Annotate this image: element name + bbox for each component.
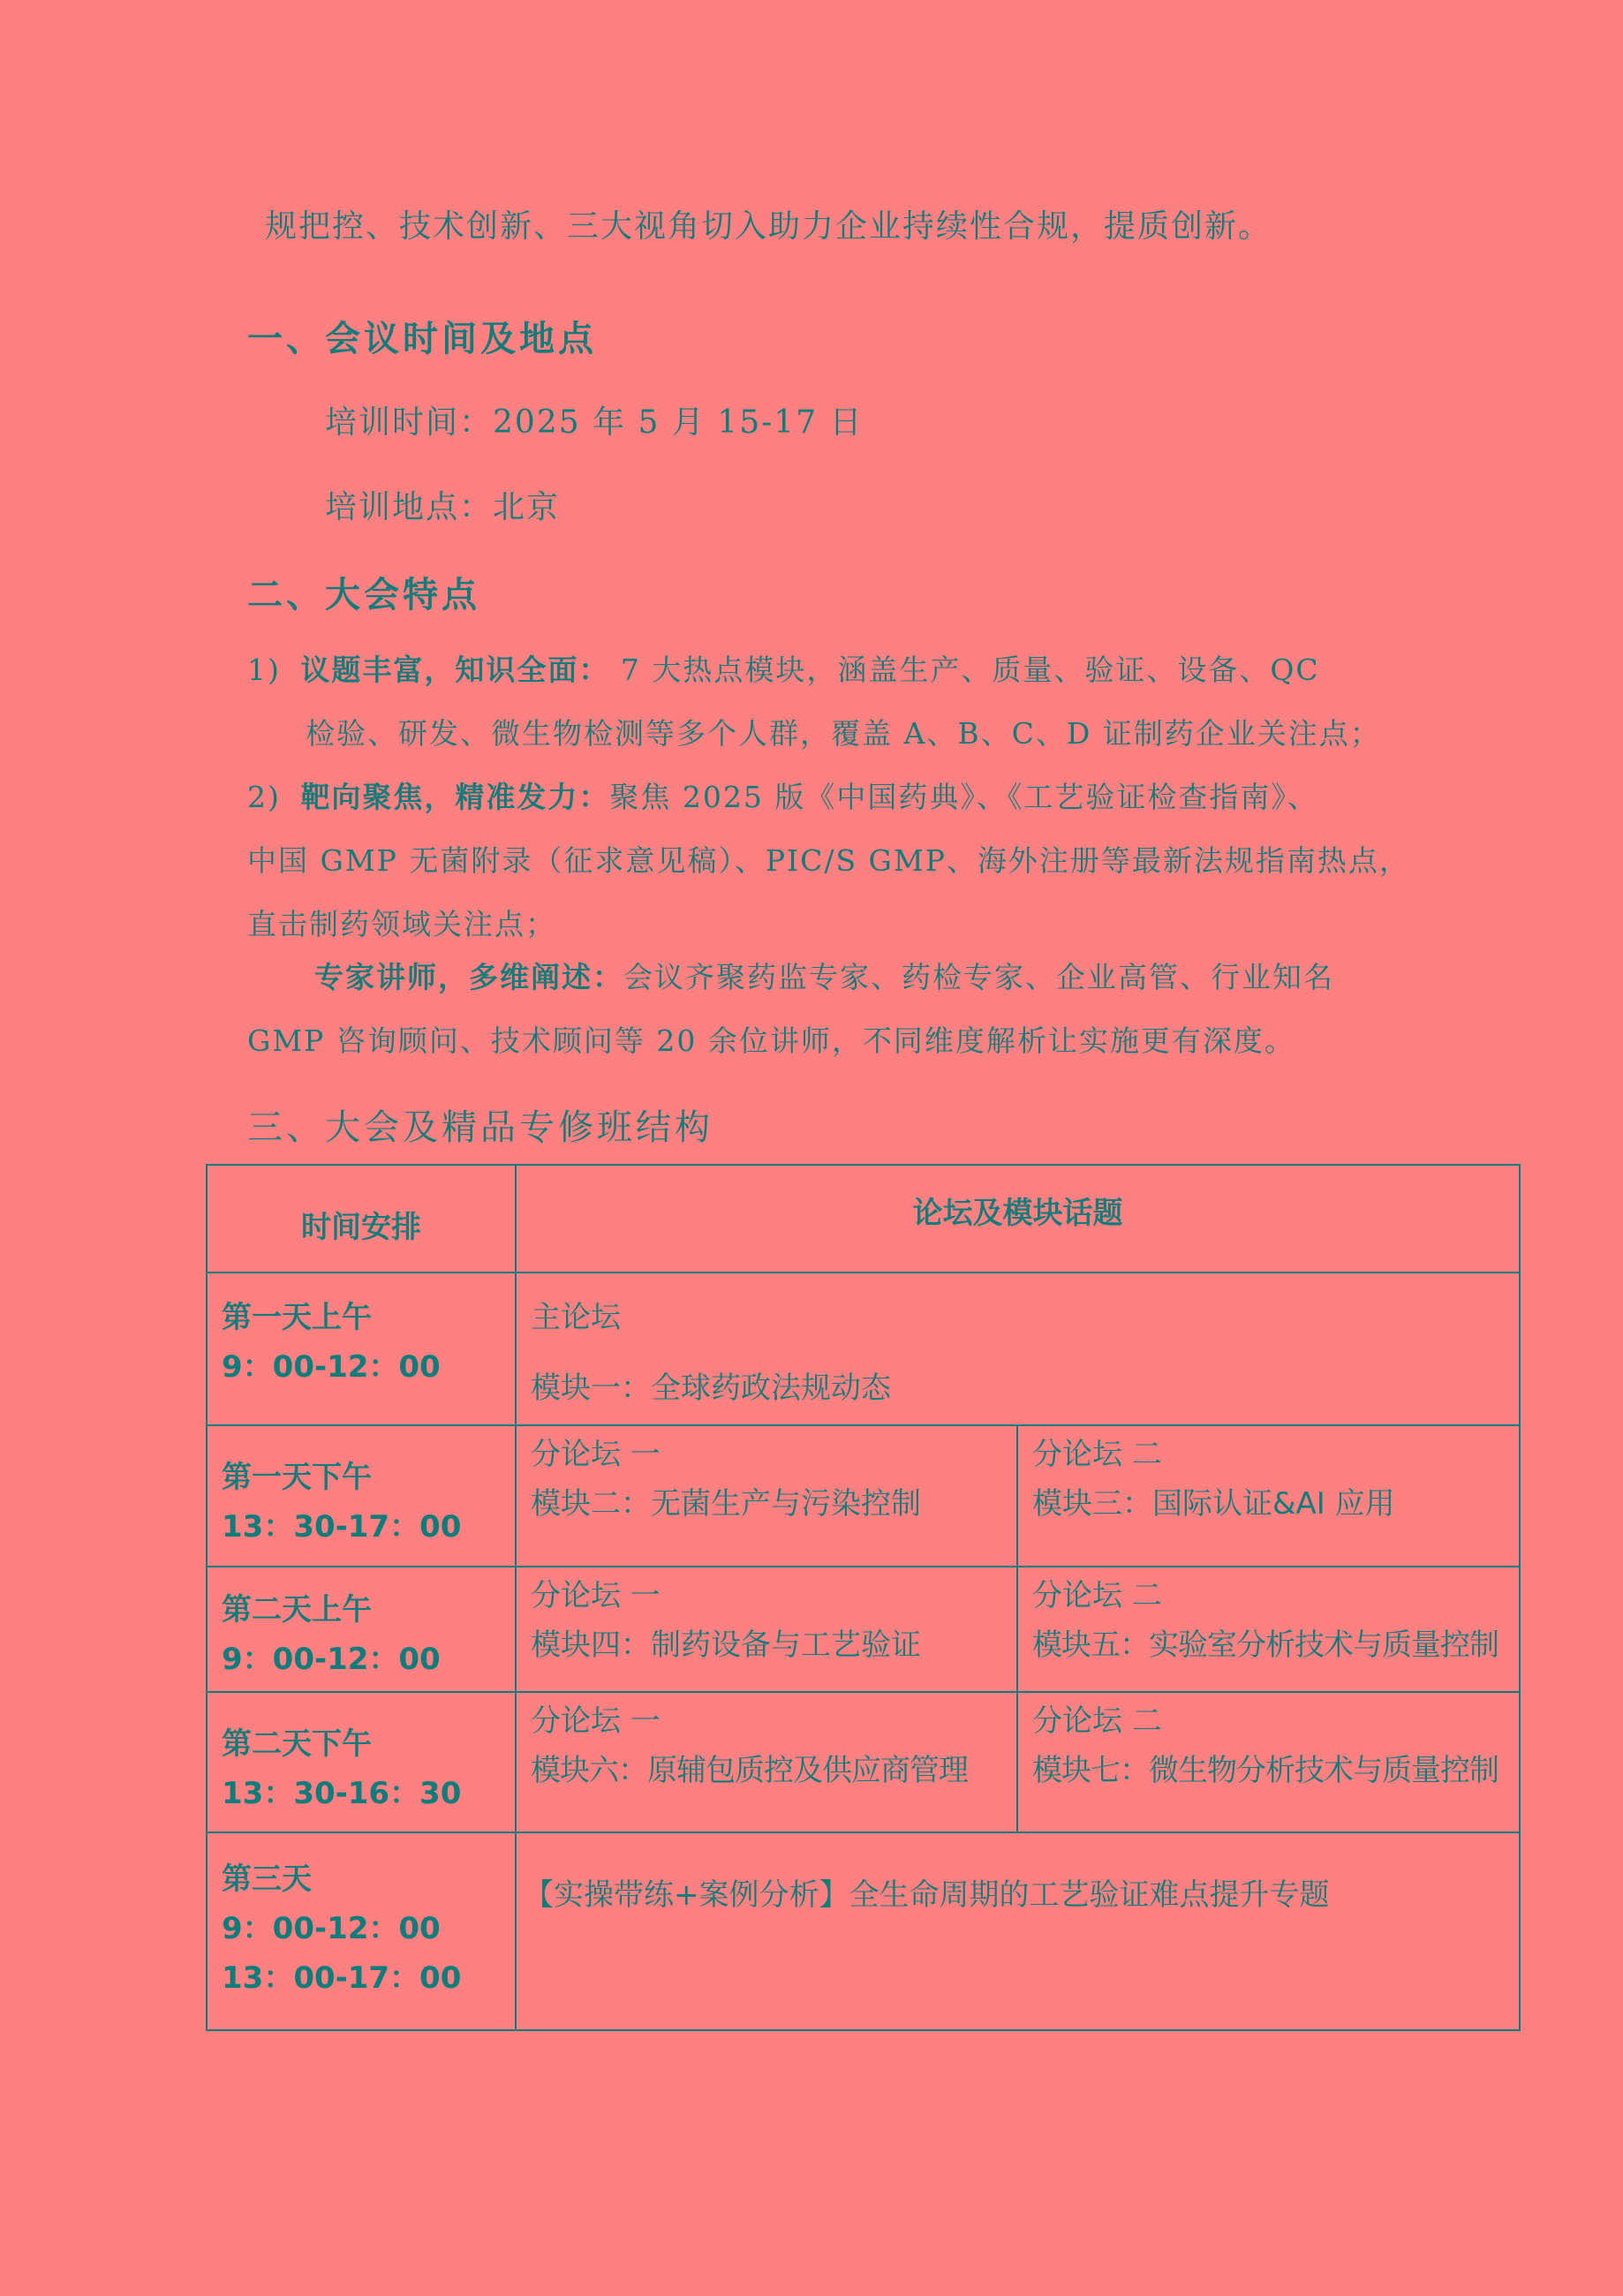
module-label: 模块一：全球药政法规动态 bbox=[531, 1371, 891, 1406]
feature-item-text: 7 大热点模块，涵盖生产、质量、验证、设备、QC bbox=[609, 653, 1320, 687]
table-header-row bbox=[207, 1165, 1520, 1273]
forum-2-cell bbox=[1017, 1425, 1520, 1567]
day-label: 第一天上午 bbox=[222, 1300, 372, 1335]
feature-item-text: 会议齐聚药监专家、药检专家、企业高管、行业知名 bbox=[623, 960, 1334, 994]
table-row bbox=[207, 1273, 1520, 1425]
feature-item-heading: 专家讲师，多维阐述： bbox=[314, 960, 623, 994]
module-label: 模块二：无菌生产与污染控制 bbox=[531, 1486, 921, 1522]
table-row bbox=[207, 1567, 1520, 1692]
feature-item-heading: 议题丰富，知识全面： bbox=[300, 653, 610, 687]
training-time-value: 2025 年 5 月 15-17 日 bbox=[493, 404, 864, 441]
forum-label: 分论坛 二 bbox=[1032, 1437, 1162, 1472]
topic-cell bbox=[516, 1273, 1520, 1425]
day-label: 第二天上午 bbox=[222, 1592, 372, 1628]
intro-line: 规把控、技术创新、三大视角切入助力企业持续性合规，提质创新。 bbox=[265, 208, 1272, 245]
forum-1-cell bbox=[516, 1567, 1017, 1692]
module-label: 模块四：制药设备与工艺验证 bbox=[531, 1628, 921, 1663]
feature-item-heading: 靶向聚焦，精准发力： bbox=[300, 780, 610, 814]
day-label: 第三天 bbox=[222, 1862, 312, 1897]
forum-2-cell bbox=[1017, 1567, 1520, 1692]
module-label: 模块三：国际认证&AI 应用 bbox=[1032, 1486, 1395, 1522]
feature-item-number: 1) bbox=[247, 653, 281, 687]
feature-item-2-line3: 直击制药领域关注点； bbox=[247, 907, 556, 941]
table-row bbox=[207, 1425, 1520, 1567]
forum-2-cell bbox=[1017, 1692, 1520, 1832]
forum-label: 分论坛 一 bbox=[531, 1703, 661, 1739]
table-row bbox=[207, 1832, 1520, 2030]
forum-1-cell bbox=[516, 1425, 1017, 1567]
training-time-label: 培训时间： bbox=[325, 404, 494, 441]
module-label: 模块五：实验室分析技术与质量控制 bbox=[1032, 1628, 1498, 1663]
training-time bbox=[325, 397, 864, 442]
time-range: 13：00-17：00 bbox=[222, 1960, 462, 1996]
time-range: 13：30-16：30 bbox=[222, 1776, 462, 1811]
table-row bbox=[207, 1692, 1520, 1832]
forum-1-cell bbox=[516, 1692, 1017, 1832]
forum-label: 分论坛 一 bbox=[531, 1437, 661, 1472]
forum-label: 分论坛 二 bbox=[1032, 1703, 1162, 1739]
workshop-topic: 【实操带练+案例分析】全生命周期的工艺验证难点提升专题 bbox=[524, 1877, 1330, 1913]
feature-item-2-line2: 中国 GMP 无菌附录（征求意见稿）、PIC/S GMP、海外注册等最新法规指南热点， bbox=[247, 843, 1410, 878]
forum-label: 分论坛 二 bbox=[1032, 1578, 1162, 1613]
schedule-table bbox=[206, 1164, 1521, 2031]
section-3-title: 三、大会及精品专修班结构 bbox=[247, 1107, 713, 1148]
time-cell bbox=[207, 1273, 516, 1425]
header-time: 时间安排 bbox=[207, 1165, 516, 1273]
time-cell bbox=[207, 1832, 516, 2030]
module-label: 模块七：微生物分析技术与质量控制 bbox=[1032, 1753, 1498, 1788]
training-place-value: 北京 bbox=[493, 489, 561, 525]
forum-label: 分论坛 一 bbox=[531, 1578, 661, 1613]
feature-item-1-line2: 检验、研发、微生物检测等多个人群，覆盖 A、B、C、D 证制药企业关注点； bbox=[306, 716, 1381, 751]
feature-item-1 bbox=[247, 647, 1320, 689]
time-cell bbox=[207, 1567, 516, 1692]
feature-item-number: 2) bbox=[247, 780, 281, 814]
time-cell bbox=[207, 1425, 516, 1567]
time-range: 13：30-17：00 bbox=[222, 1509, 462, 1545]
feature-item-text: 聚焦 2025 版《中国药典》、《工艺验证检查指南》、 bbox=[609, 780, 1318, 814]
day-label: 第一天下午 bbox=[222, 1460, 372, 1495]
feature-item-3-line2: GMP 咨询顾问、技术顾问等 20 余位讲师，不同维度解析让实施更有深度。 bbox=[247, 1023, 1295, 1058]
time-range: 9：00-12：00 bbox=[222, 1349, 441, 1385]
day-label: 第二天下午 bbox=[222, 1726, 372, 1762]
header-topics: 论坛及模块话题 bbox=[516, 1165, 1520, 1273]
training-place-label: 培训地点： bbox=[325, 489, 494, 525]
training-place bbox=[325, 482, 560, 527]
time-cell bbox=[207, 1692, 516, 1832]
section-1-title: 一、会议时间及地点 bbox=[247, 318, 597, 359]
main-forum-label: 主论坛 bbox=[531, 1300, 621, 1335]
section-2-title: 二、大会特点 bbox=[247, 574, 480, 616]
topic-cell bbox=[516, 1832, 1520, 2030]
module-label: 模块六：原辅包质控及供应商管理 bbox=[531, 1753, 968, 1788]
feature-item-2 bbox=[247, 774, 1318, 816]
feature-item-3 bbox=[314, 955, 1334, 996]
time-range: 9：00-12：00 bbox=[222, 1642, 441, 1677]
time-range: 9：00-12：00 bbox=[222, 1911, 441, 1946]
